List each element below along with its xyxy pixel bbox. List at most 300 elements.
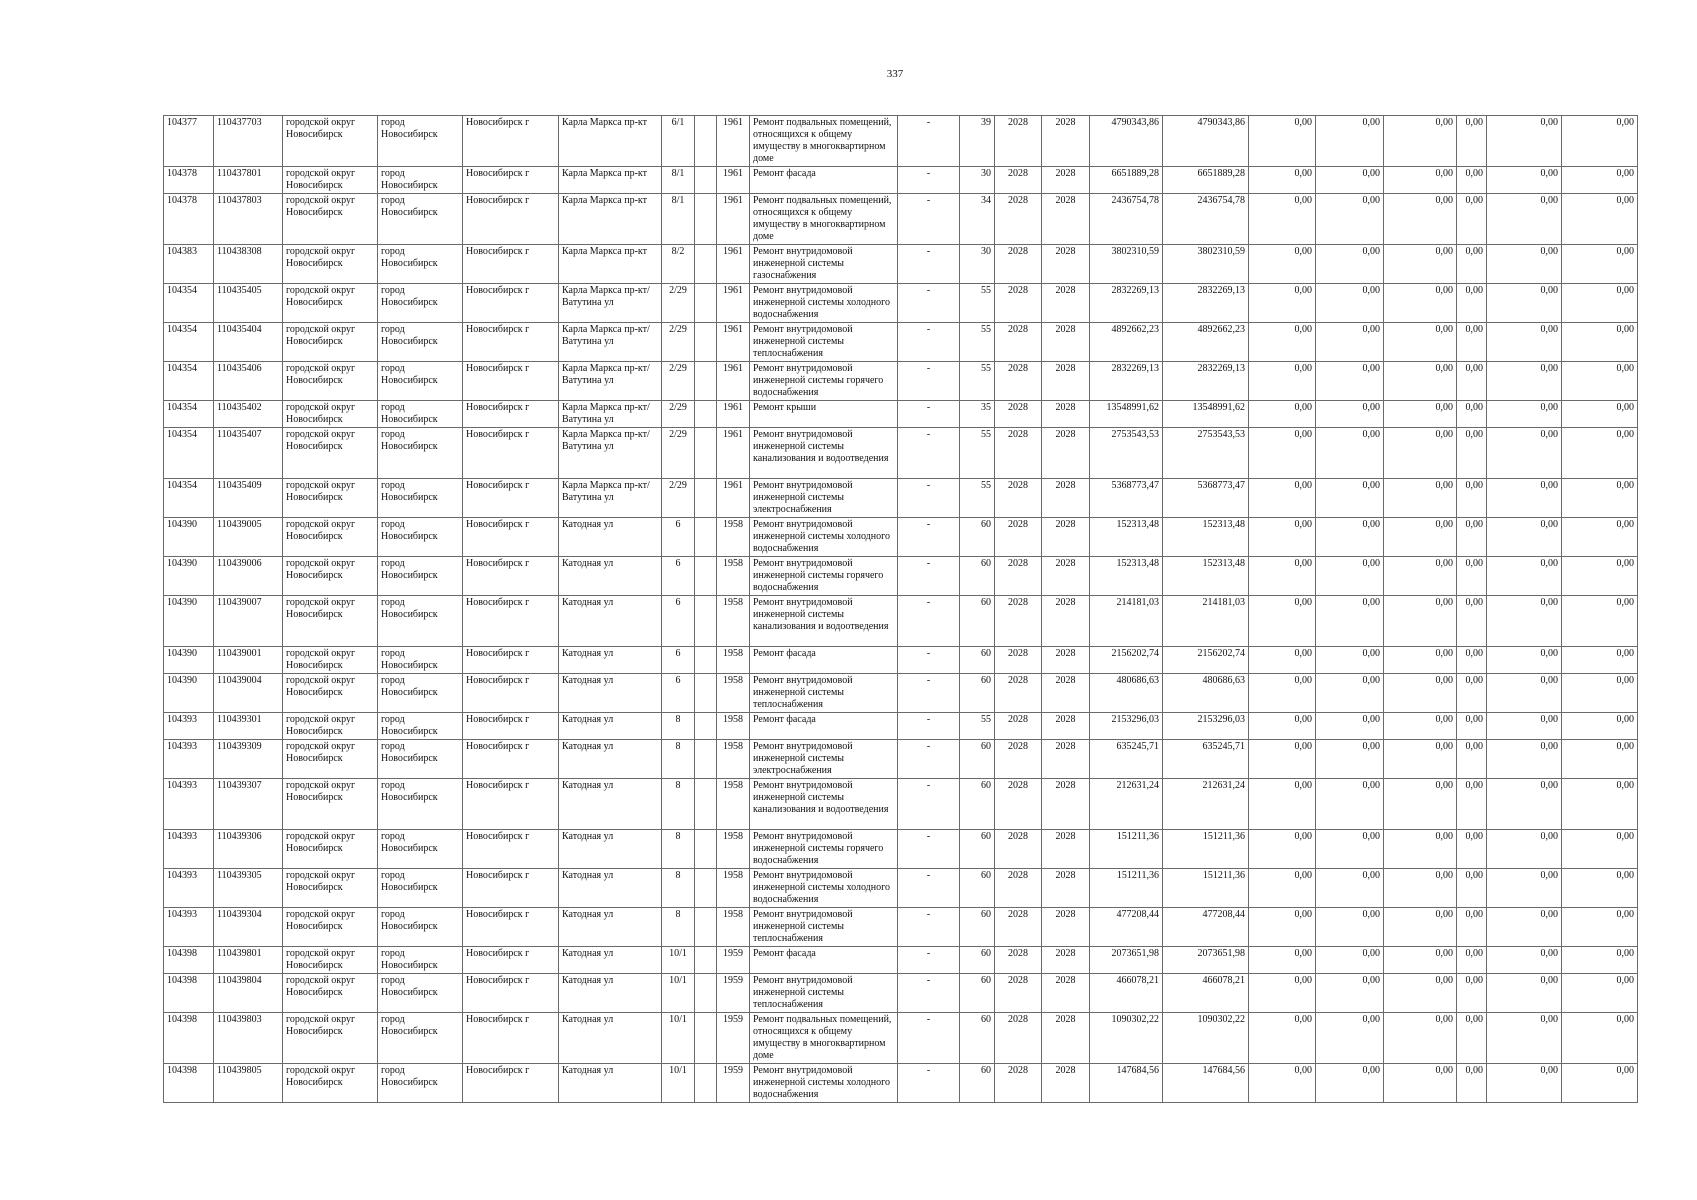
building-cell — [695, 674, 717, 713]
street-cell: Карла Маркса пр-кт — [559, 116, 662, 167]
zero-cell-5: 0,00 — [1487, 284, 1562, 323]
dash-cell: - — [898, 674, 960, 713]
fund-cost-cell: 466078,21 — [1163, 974, 1249, 1013]
building-cell — [695, 869, 717, 908]
zero-cell-1: 0,00 — [1249, 362, 1316, 401]
fund-cost-cell: 214181,03 — [1163, 596, 1249, 647]
building-cell — [695, 167, 717, 194]
house-number-cell: 8 — [662, 713, 695, 740]
building-cell — [695, 830, 717, 869]
total-cost-cell: 13548991,62 — [1090, 401, 1163, 428]
plan-year-cell: 2028 — [995, 284, 1042, 323]
fact-year-cell: 2028 — [1042, 740, 1090, 779]
row-id-cell: 104390 — [164, 557, 214, 596]
zero-cell-3: 0,00 — [1384, 908, 1457, 947]
zero-cell-3: 0,00 — [1384, 167, 1457, 194]
service-life-cell: 60 — [960, 974, 995, 1013]
table-row — [164, 245, 1638, 284]
service-life-cell: 39 — [960, 116, 995, 167]
total-cost-cell: 6651889,28 — [1090, 167, 1163, 194]
zero-cell-2: 0,00 — [1316, 947, 1384, 974]
fact-year-cell: 2028 — [1042, 401, 1090, 428]
row-id-cell: 104378 — [164, 194, 214, 245]
fact-year-cell: 2028 — [1042, 869, 1090, 908]
zero-cell-1: 0,00 — [1249, 908, 1316, 947]
zero-cell-3: 0,00 — [1384, 947, 1457, 974]
zero-cell-2: 0,00 — [1316, 479, 1384, 518]
okrug-cell: городской округ Новосибирск — [283, 830, 378, 869]
city-cell: город Новосибирск — [378, 947, 463, 974]
row-id-cell: 104393 — [164, 830, 214, 869]
zero-cell-1: 0,00 — [1249, 401, 1316, 428]
building-cell — [695, 596, 717, 647]
row-id-cell: 104398 — [164, 1064, 214, 1103]
zero-cell-6: 0,00 — [1562, 779, 1638, 830]
settlement-cell: Новосибирск г — [463, 323, 559, 362]
street-cell: Катодная ул — [559, 740, 662, 779]
work-id-cell: 110435405 — [214, 284, 283, 323]
table-row — [164, 116, 1638, 167]
build-year-cell: 1961 — [717, 284, 750, 323]
work-id-cell: 110437803 — [214, 194, 283, 245]
service-life-cell: 30 — [960, 167, 995, 194]
house-number-cell: 8/2 — [662, 245, 695, 284]
zero-cell-1: 0,00 — [1249, 830, 1316, 869]
zero-cell-6: 0,00 — [1562, 518, 1638, 557]
house-number-cell: 2/29 — [662, 362, 695, 401]
zero-cell-5: 0,00 — [1487, 323, 1562, 362]
total-cost-cell: 477208,44 — [1090, 908, 1163, 947]
zero-cell-4: 0,00 — [1457, 518, 1487, 557]
zero-cell-3: 0,00 — [1384, 1013, 1457, 1064]
zero-cell-6: 0,00 — [1562, 323, 1638, 362]
work-id-cell: 110439304 — [214, 908, 283, 947]
dash-cell: - — [898, 1013, 960, 1064]
fact-year-cell: 2028 — [1042, 518, 1090, 557]
row-id-cell: 104354 — [164, 401, 214, 428]
zero-cell-3: 0,00 — [1384, 779, 1457, 830]
work-type-cell: Ремонт фасада — [750, 947, 898, 974]
city-cell: город Новосибирск — [378, 908, 463, 947]
settlement-cell: Новосибирск г — [463, 194, 559, 245]
dash-cell: - — [898, 779, 960, 830]
service-life-cell: 55 — [960, 323, 995, 362]
fund-cost-cell: 1090302,22 — [1163, 1013, 1249, 1064]
settlement-cell: Новосибирск г — [463, 401, 559, 428]
fund-cost-cell: 2832269,13 — [1163, 362, 1249, 401]
total-cost-cell: 466078,21 — [1090, 974, 1163, 1013]
fund-cost-cell: 5368773,47 — [1163, 479, 1249, 518]
settlement-cell: Новосибирск г — [463, 647, 559, 674]
row-id-cell: 104354 — [164, 284, 214, 323]
row-id-cell: 104393 — [164, 869, 214, 908]
dash-cell: - — [898, 830, 960, 869]
row-id-cell: 104378 — [164, 167, 214, 194]
street-cell: Катодная ул — [559, 596, 662, 647]
zero-cell-3: 0,00 — [1384, 596, 1457, 647]
fund-cost-cell: 151211,36 — [1163, 869, 1249, 908]
table-row — [164, 194, 1638, 245]
zero-cell-4: 0,00 — [1457, 974, 1487, 1013]
city-cell: город Новосибирск — [378, 674, 463, 713]
work-type-cell: Ремонт внутридомовой инженерной системы холодного водоснабжения — [750, 869, 898, 908]
building-cell — [695, 974, 717, 1013]
dash-cell: - — [898, 947, 960, 974]
zero-cell-2: 0,00 — [1316, 1064, 1384, 1103]
fund-cost-cell: 152313,48 — [1163, 518, 1249, 557]
zero-cell-5: 0,00 — [1487, 869, 1562, 908]
total-cost-cell: 2832269,13 — [1090, 284, 1163, 323]
dash-cell: - — [898, 518, 960, 557]
zero-cell-2: 0,00 — [1316, 362, 1384, 401]
table-row — [164, 908, 1638, 947]
plan-year-cell: 2028 — [995, 362, 1042, 401]
build-year-cell: 1959 — [717, 1064, 750, 1103]
zero-cell-5: 0,00 — [1487, 974, 1562, 1013]
zero-cell-6: 0,00 — [1562, 740, 1638, 779]
total-cost-cell: 5368773,47 — [1090, 479, 1163, 518]
plan-year-cell: 2028 — [995, 1013, 1042, 1064]
zero-cell-6: 0,00 — [1562, 428, 1638, 479]
zero-cell-5: 0,00 — [1487, 116, 1562, 167]
zero-cell-1: 0,00 — [1249, 1013, 1316, 1064]
dash-cell: - — [898, 284, 960, 323]
zero-cell-6: 0,00 — [1562, 596, 1638, 647]
total-cost-cell: 152313,48 — [1090, 557, 1163, 596]
dash-cell: - — [898, 740, 960, 779]
okrug-cell: городской округ Новосибирск — [283, 167, 378, 194]
zero-cell-6: 0,00 — [1562, 116, 1638, 167]
total-cost-cell: 151211,36 — [1090, 830, 1163, 869]
settlement-cell: Новосибирск г — [463, 947, 559, 974]
zero-cell-1: 0,00 — [1249, 518, 1316, 557]
zero-cell-2: 0,00 — [1316, 596, 1384, 647]
building-cell — [695, 1064, 717, 1103]
fact-year-cell: 2028 — [1042, 362, 1090, 401]
house-number-cell: 6 — [662, 518, 695, 557]
street-cell: Катодная ул — [559, 518, 662, 557]
work-id-cell: 110439301 — [214, 713, 283, 740]
zero-cell-5: 0,00 — [1487, 647, 1562, 674]
street-cell: Катодная ул — [559, 908, 662, 947]
total-cost-cell: 2073651,98 — [1090, 947, 1163, 974]
house-number-cell: 8 — [662, 740, 695, 779]
zero-cell-1: 0,00 — [1249, 713, 1316, 740]
total-cost-cell: 214181,03 — [1090, 596, 1163, 647]
row-id-cell: 104398 — [164, 1013, 214, 1064]
build-year-cell: 1958 — [717, 518, 750, 557]
table-row — [164, 713, 1638, 740]
build-year-cell: 1961 — [717, 194, 750, 245]
building-cell — [695, 779, 717, 830]
zero-cell-4: 0,00 — [1457, 869, 1487, 908]
plan-year-cell: 2028 — [995, 323, 1042, 362]
service-life-cell: 55 — [960, 284, 995, 323]
zero-cell-1: 0,00 — [1249, 194, 1316, 245]
work-id-cell: 110439005 — [214, 518, 283, 557]
house-number-cell: 6 — [662, 647, 695, 674]
total-cost-cell: 3802310,59 — [1090, 245, 1163, 284]
street-cell: Карла Маркса пр-кт — [559, 194, 662, 245]
zero-cell-1: 0,00 — [1249, 779, 1316, 830]
build-year-cell: 1958 — [717, 779, 750, 830]
zero-cell-1: 0,00 — [1249, 167, 1316, 194]
work-id-cell: 110439805 — [214, 1064, 283, 1103]
zero-cell-4: 0,00 — [1457, 1013, 1487, 1064]
zero-cell-6: 0,00 — [1562, 479, 1638, 518]
zero-cell-3: 0,00 — [1384, 401, 1457, 428]
plan-year-cell: 2028 — [995, 830, 1042, 869]
okrug-cell: городской округ Новосибирск — [283, 323, 378, 362]
settlement-cell: Новосибирск г — [463, 479, 559, 518]
city-cell: город Новосибирск — [378, 284, 463, 323]
work-type-cell: Ремонт подвальных помещений, относящихся к общему имуществу в многоквартирном доме — [750, 1013, 898, 1064]
table-row — [164, 479, 1638, 518]
building-cell — [695, 323, 717, 362]
table-row — [164, 869, 1638, 908]
zero-cell-5: 0,00 — [1487, 830, 1562, 869]
work-type-cell: Ремонт внутридомовой инженерной системы горячего водоснабжения — [750, 557, 898, 596]
city-cell: город Новосибирск — [378, 779, 463, 830]
street-cell: Катодная ул — [559, 557, 662, 596]
building-cell — [695, 194, 717, 245]
settlement-cell: Новосибирск г — [463, 557, 559, 596]
dash-cell: - — [898, 428, 960, 479]
build-year-cell: 1959 — [717, 1013, 750, 1064]
work-type-cell: Ремонт внутридомовой инженерной системы горячего водоснабжения — [750, 830, 898, 869]
zero-cell-5: 0,00 — [1487, 518, 1562, 557]
build-year-cell: 1961 — [717, 362, 750, 401]
fact-year-cell: 2028 — [1042, 647, 1090, 674]
work-type-cell: Ремонт внутридомовой инженерной системы горячего водоснабжения — [750, 362, 898, 401]
house-number-cell: 8 — [662, 908, 695, 947]
zero-cell-4: 0,00 — [1457, 596, 1487, 647]
work-type-cell: Ремонт внутридомовой инженерной системы канализования и водоотведения — [750, 428, 898, 479]
city-cell: город Новосибирск — [378, 362, 463, 401]
zero-cell-6: 0,00 — [1562, 713, 1638, 740]
service-life-cell: 30 — [960, 245, 995, 284]
zero-cell-3: 0,00 — [1384, 323, 1457, 362]
zero-cell-2: 0,00 — [1316, 194, 1384, 245]
work-type-cell: Ремонт крыши — [750, 401, 898, 428]
zero-cell-3: 0,00 — [1384, 428, 1457, 479]
fund-cost-cell: 147684,56 — [1163, 1064, 1249, 1103]
zero-cell-5: 0,00 — [1487, 713, 1562, 740]
zero-cell-5: 0,00 — [1487, 1013, 1562, 1064]
zero-cell-4: 0,00 — [1457, 647, 1487, 674]
city-cell: город Новосибирск — [378, 401, 463, 428]
service-life-cell: 60 — [960, 1064, 995, 1103]
zero-cell-5: 0,00 — [1487, 674, 1562, 713]
work-type-cell: Ремонт внутридомовой инженерной системы холодного водоснабжения — [750, 284, 898, 323]
fund-cost-cell: 2753543,53 — [1163, 428, 1249, 479]
settlement-cell: Новосибирск г — [463, 167, 559, 194]
plan-year-cell: 2028 — [995, 428, 1042, 479]
okrug-cell: городской округ Новосибирск — [283, 740, 378, 779]
fund-cost-cell: 635245,71 — [1163, 740, 1249, 779]
zero-cell-3: 0,00 — [1384, 245, 1457, 284]
street-cell: Карла Маркса пр-кт/Ватутина ул — [559, 323, 662, 362]
zero-cell-2: 0,00 — [1316, 401, 1384, 428]
zero-cell-2: 0,00 — [1316, 323, 1384, 362]
zero-cell-4: 0,00 — [1457, 830, 1487, 869]
total-cost-cell: 2753543,53 — [1090, 428, 1163, 479]
fact-year-cell: 2028 — [1042, 908, 1090, 947]
service-life-cell: 60 — [960, 1013, 995, 1064]
zero-cell-2: 0,00 — [1316, 830, 1384, 869]
settlement-cell: Новосибирск г — [463, 740, 559, 779]
work-id-cell: 110435406 — [214, 362, 283, 401]
total-cost-cell: 4790343,86 — [1090, 116, 1163, 167]
okrug-cell: городской округ Новосибирск — [283, 674, 378, 713]
total-cost-cell: 1090302,22 — [1090, 1013, 1163, 1064]
total-cost-cell: 2832269,13 — [1090, 362, 1163, 401]
house-number-cell: 2/29 — [662, 428, 695, 479]
service-life-cell: 60 — [960, 869, 995, 908]
fact-year-cell: 2028 — [1042, 245, 1090, 284]
zero-cell-2: 0,00 — [1316, 779, 1384, 830]
fact-year-cell: 2028 — [1042, 557, 1090, 596]
plan-year-cell: 2028 — [995, 869, 1042, 908]
fund-cost-cell: 2073651,98 — [1163, 947, 1249, 974]
plan-year-cell: 2028 — [995, 596, 1042, 647]
city-cell: город Новосибирск — [378, 596, 463, 647]
zero-cell-4: 0,00 — [1457, 167, 1487, 194]
street-cell: Катодная ул — [559, 713, 662, 740]
house-number-cell: 8 — [662, 869, 695, 908]
city-cell: город Новосибирск — [378, 116, 463, 167]
fund-cost-cell: 212631,24 — [1163, 779, 1249, 830]
zero-cell-3: 0,00 — [1384, 1064, 1457, 1103]
total-cost-cell: 212631,24 — [1090, 779, 1163, 830]
zero-cell-5: 0,00 — [1487, 479, 1562, 518]
settlement-cell: Новосибирск г — [463, 428, 559, 479]
dash-cell: - — [898, 479, 960, 518]
house-number-cell: 8 — [662, 830, 695, 869]
work-id-cell: 110439803 — [214, 1013, 283, 1064]
build-year-cell: 1958 — [717, 557, 750, 596]
table-row — [164, 1013, 1638, 1064]
zero-cell-3: 0,00 — [1384, 740, 1457, 779]
plan-year-cell: 2028 — [995, 740, 1042, 779]
work-id-cell: 110439007 — [214, 596, 283, 647]
build-year-cell: 1959 — [717, 947, 750, 974]
work-type-cell: Ремонт внутридомовой инженерной системы электроснабжения — [750, 740, 898, 779]
building-cell — [695, 713, 717, 740]
zero-cell-6: 0,00 — [1562, 1013, 1638, 1064]
fund-cost-cell: 2436754,78 — [1163, 194, 1249, 245]
work-type-cell: Ремонт фасада — [750, 713, 898, 740]
building-cell — [695, 518, 717, 557]
settlement-cell: Новосибирск г — [463, 674, 559, 713]
building-cell — [695, 116, 717, 167]
zero-cell-4: 0,00 — [1457, 557, 1487, 596]
service-life-cell: 55 — [960, 713, 995, 740]
service-life-cell: 55 — [960, 428, 995, 479]
zero-cell-4: 0,00 — [1457, 479, 1487, 518]
work-id-cell: 110437801 — [214, 167, 283, 194]
work-id-cell: 110438308 — [214, 245, 283, 284]
work-id-cell: 110435409 — [214, 479, 283, 518]
zero-cell-5: 0,00 — [1487, 740, 1562, 779]
building-cell — [695, 401, 717, 428]
work-type-cell: Ремонт внутридомовой инженерной системы холодного водоснабжения — [750, 518, 898, 557]
okrug-cell: городской округ Новосибирск — [283, 116, 378, 167]
work-id-cell: 110439306 — [214, 830, 283, 869]
dash-cell: - — [898, 974, 960, 1013]
build-year-cell: 1958 — [717, 740, 750, 779]
fact-year-cell: 2028 — [1042, 323, 1090, 362]
zero-cell-3: 0,00 — [1384, 869, 1457, 908]
street-cell: Катодная ул — [559, 947, 662, 974]
total-cost-cell: 2156202,74 — [1090, 647, 1163, 674]
build-year-cell: 1958 — [717, 674, 750, 713]
okrug-cell: городской округ Новосибирск — [283, 974, 378, 1013]
okrug-cell: городской округ Новосибирск — [283, 194, 378, 245]
street-cell: Катодная ул — [559, 974, 662, 1013]
zero-cell-4: 0,00 — [1457, 674, 1487, 713]
house-number-cell: 6 — [662, 596, 695, 647]
zero-cell-4: 0,00 — [1457, 401, 1487, 428]
table-row — [164, 1064, 1638, 1103]
zero-cell-1: 0,00 — [1249, 1064, 1316, 1103]
street-cell: Катодная ул — [559, 830, 662, 869]
work-type-cell: Ремонт фасада — [750, 647, 898, 674]
street-cell: Карла Маркса пр-кт/Ватутина ул — [559, 362, 662, 401]
house-number-cell: 10/1 — [662, 1064, 695, 1103]
building-cell — [695, 428, 717, 479]
service-life-cell: 55 — [960, 479, 995, 518]
build-year-cell: 1958 — [717, 647, 750, 674]
zero-cell-5: 0,00 — [1487, 779, 1562, 830]
building-cell — [695, 245, 717, 284]
street-cell: Катодная ул — [559, 1013, 662, 1064]
zero-cell-2: 0,00 — [1316, 1013, 1384, 1064]
table-row — [164, 647, 1638, 674]
street-cell: Катодная ул — [559, 779, 662, 830]
work-id-cell: 110439801 — [214, 947, 283, 974]
table-row — [164, 518, 1638, 557]
zero-cell-6: 0,00 — [1562, 245, 1638, 284]
settlement-cell: Новосибирск г — [463, 362, 559, 401]
zero-cell-2: 0,00 — [1316, 557, 1384, 596]
zero-cell-6: 0,00 — [1562, 947, 1638, 974]
total-cost-cell: 2436754,78 — [1090, 194, 1163, 245]
row-id-cell: 104393 — [164, 740, 214, 779]
row-id-cell: 104377 — [164, 116, 214, 167]
zero-cell-2: 0,00 — [1316, 674, 1384, 713]
total-cost-cell: 635245,71 — [1090, 740, 1163, 779]
street-cell: Катодная ул — [559, 869, 662, 908]
house-number-cell: 8 — [662, 779, 695, 830]
zero-cell-5: 0,00 — [1487, 194, 1562, 245]
build-year-cell: 1961 — [717, 428, 750, 479]
table-row — [164, 740, 1638, 779]
zero-cell-2: 0,00 — [1316, 647, 1384, 674]
dash-cell: - — [898, 245, 960, 284]
city-cell: город Новосибирск — [378, 557, 463, 596]
zero-cell-5: 0,00 — [1487, 596, 1562, 647]
plan-year-cell: 2028 — [995, 1064, 1042, 1103]
zero-cell-2: 0,00 — [1316, 167, 1384, 194]
city-cell: город Новосибирск — [378, 1013, 463, 1064]
plan-year-cell: 2028 — [995, 194, 1042, 245]
building-cell — [695, 557, 717, 596]
work-type-cell: Ремонт подвальных помещений, относящихся к общему имуществу в многоквартирном доме — [750, 116, 898, 167]
building-cell — [695, 740, 717, 779]
okrug-cell: городской округ Новосибирск — [283, 947, 378, 974]
table-row — [164, 557, 1638, 596]
